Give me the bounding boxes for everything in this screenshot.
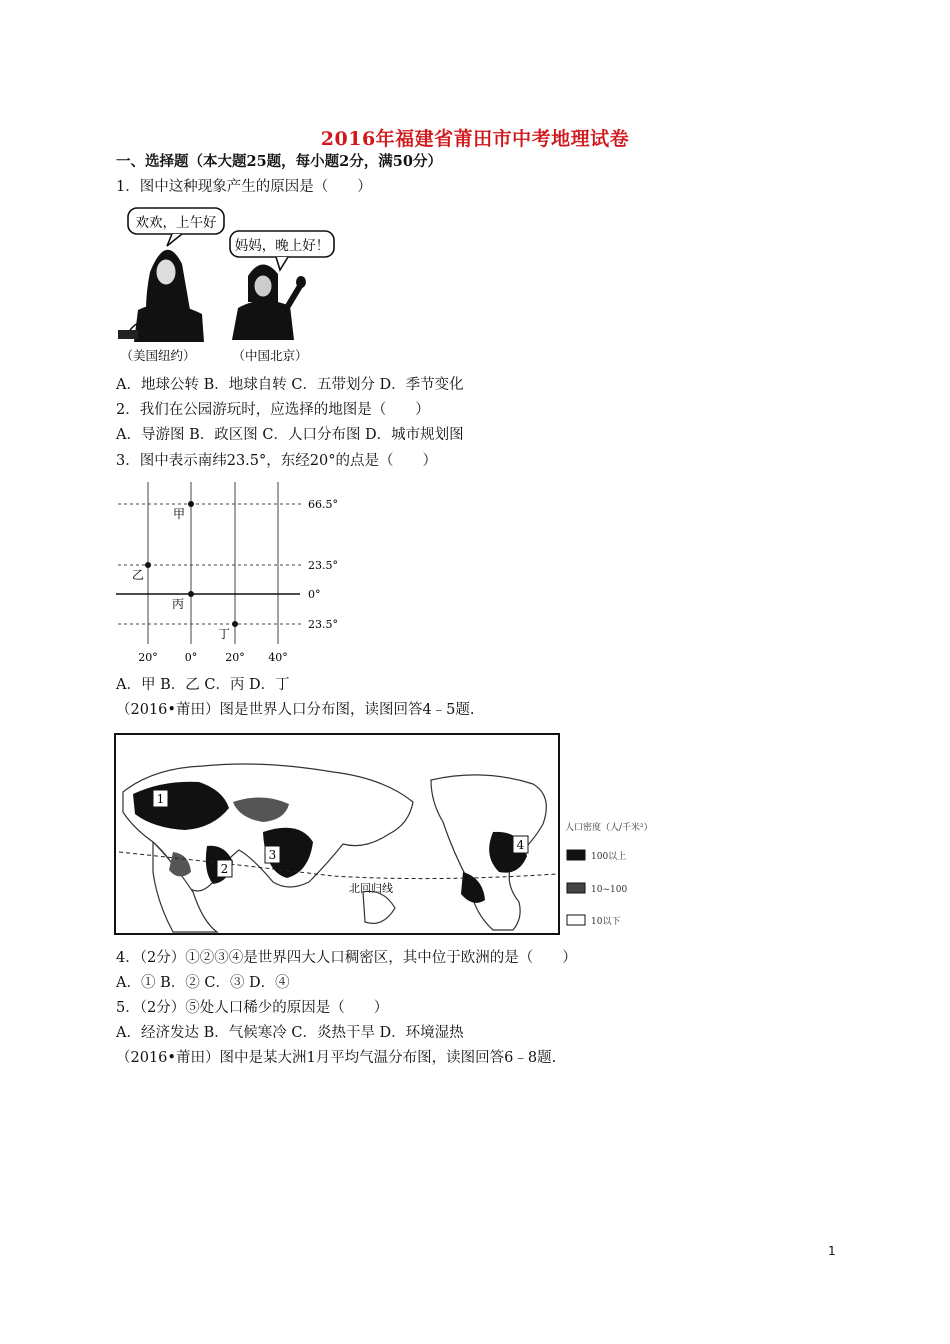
- intro-questions-6-8: （2016•莆田）图中是某大洲1月平均气温分布图，读图回答6﹣8题.: [116, 1050, 557, 1066]
- question-4-options: A．① B．② C．③ D．④: [116, 975, 290, 991]
- bubble-left-text: 欢欢，上午好: [135, 215, 217, 231]
- question-1-options: A．地球公转 B．地球自转 C．五带划分 D．季节变化: [116, 377, 464, 393]
- point-ding: 丁: [217, 627, 230, 641]
- lat-lon-grid-figure: [112, 478, 347, 668]
- lat-label-66-5: 66.5°: [308, 498, 338, 511]
- section-heading: 一、选择题（本大题25题，每小题2分，满50分）: [116, 153, 442, 170]
- lon-label-20-e: 20°: [225, 651, 245, 664]
- woman-on-phone-icon: [118, 250, 204, 342]
- legend-item-mid: 10~100: [591, 885, 628, 895]
- region-number-3: 3: [268, 848, 277, 862]
- question-5-stem: 5．（2分）⑤处人口稀少的原因是（ ）: [116, 1000, 389, 1016]
- caption-new-york: （美国纽约）: [120, 348, 196, 363]
- legend-title: 人口密度（人/千米²）: [565, 823, 653, 833]
- question-1-figure: [112, 202, 342, 368]
- region-number-4: 4: [516, 838, 525, 852]
- lat-label-23-5-s: 23.5°: [308, 618, 338, 631]
- lon-label-0: 0°: [184, 651, 198, 664]
- question-4-stem: 4．（2分）①②③④是世界四大人口稠密区，其中位于欧洲的是（ ）: [116, 950, 577, 966]
- question-2-options: A．导游图 B．政区图 C．人口分布图 D．城市规划图: [116, 427, 464, 443]
- lat-label-23-5-n: 23.5°: [308, 559, 338, 572]
- question-5-options: A．经济发达 B．气候寒冷 C．炎热干旱 D．环境湿热: [116, 1025, 464, 1041]
- bubble-right-text: 妈妈，晚上好！: [234, 238, 330, 254]
- page-title: 2016年福建省莆田市中考地理试卷: [320, 128, 630, 150]
- girl-waving-icon: [232, 264, 306, 340]
- intro-questions-4-5: （2016•莆田）图是世界人口分布图，读图回答4﹣5题.: [116, 702, 475, 718]
- world-population-map: [113, 732, 655, 938]
- region-number-2: 2: [220, 862, 229, 876]
- lat-label-equator: 0°: [308, 588, 321, 601]
- question-1-stem: 1．图中这种现象产生的原因是（ ）: [116, 179, 372, 195]
- point-jia: 甲: [172, 507, 185, 521]
- legend-item-high: 100以上: [591, 852, 627, 862]
- tropic-of-cancer-label: 北回归线: [349, 882, 393, 895]
- point-yi: 乙: [131, 568, 144, 582]
- question-2-stem: 2．我们在公园游玩时，应选择的地图是（ ）: [116, 402, 430, 418]
- point-bing: 丙: [171, 597, 184, 611]
- map-legend: [565, 821, 653, 927]
- question-3-stem: 3．图中表示南纬23.5°，东经20°的点是（ ）: [116, 453, 437, 469]
- region-number-1: 1: [156, 792, 165, 806]
- legend-item-low: 10以下: [591, 917, 621, 927]
- caption-beijing: （中国北京）: [232, 348, 308, 363]
- lon-label-40: 40°: [268, 651, 288, 664]
- question-3-options: A．甲 B．乙 C．丙 D．丁: [116, 677, 290, 693]
- page-number: 1: [828, 1244, 836, 1258]
- lon-label-20-w: 20°: [138, 651, 158, 664]
